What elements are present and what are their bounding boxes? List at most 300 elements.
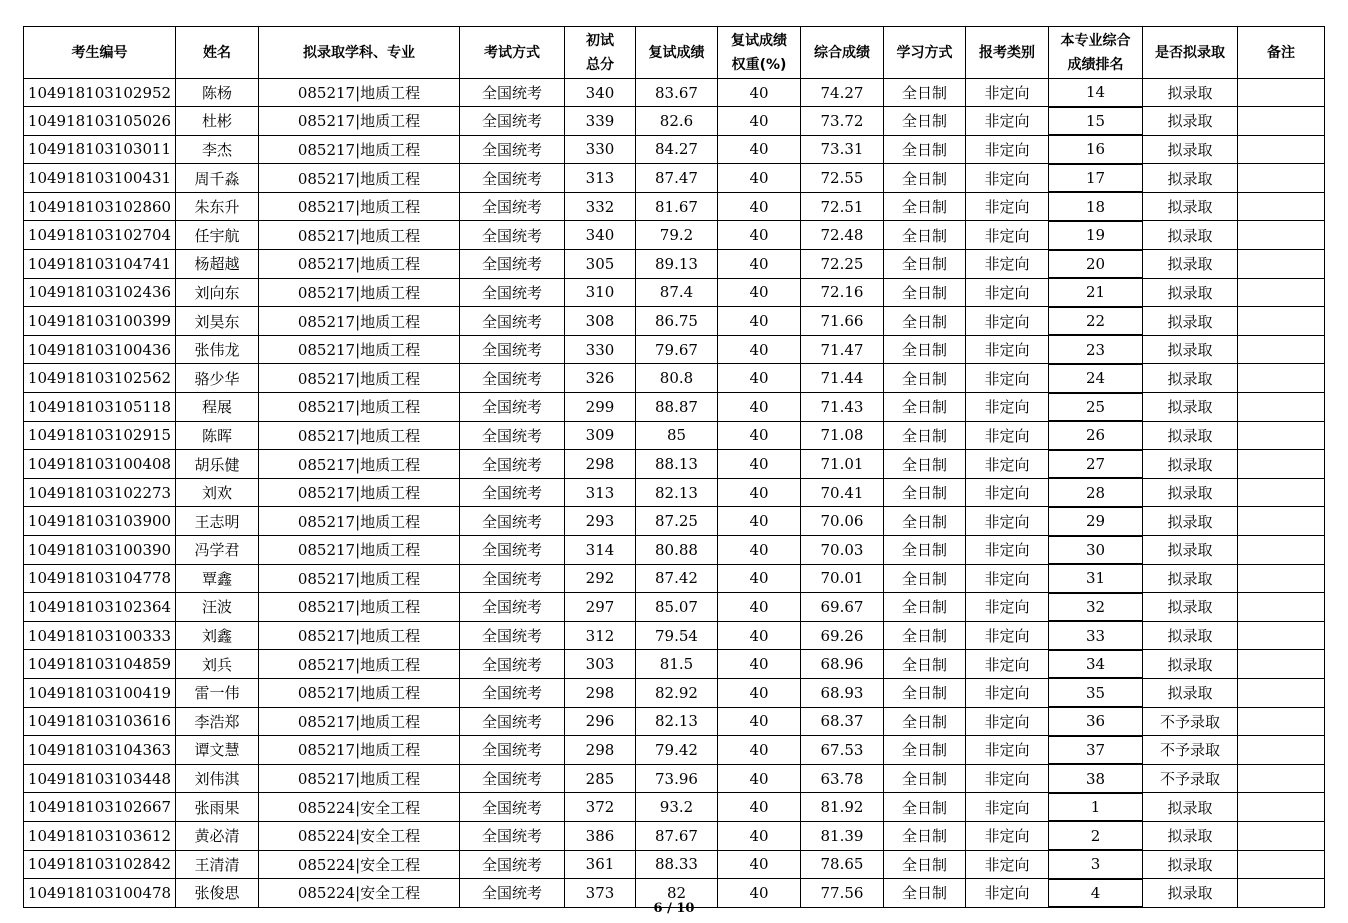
- table-row: [24, 364, 1325, 393]
- cell-admission-status: 拟录取: [1143, 278, 1238, 307]
- cell-composite-score: 71.08: [801, 421, 884, 450]
- cell-name: 刘伟淇: [176, 764, 259, 793]
- cell-remarks: [1238, 79, 1325, 107]
- cell-exam-type: 全国统考: [460, 421, 565, 450]
- cell-application-type: 非定向: [966, 507, 1049, 536]
- cell-name: 王清清: [176, 850, 259, 879]
- cell-name: 程展: [176, 393, 259, 422]
- cell-study-mode: 全日制: [884, 793, 966, 822]
- table-row: [24, 821, 1325, 850]
- cell-admission-status: 拟录取: [1143, 850, 1238, 879]
- cell-application-type: 非定向: [966, 335, 1049, 364]
- cell-application-type: 非定向: [966, 450, 1049, 479]
- cell-major: 085217|地质工程: [259, 107, 460, 136]
- cell-initial-total: 303: [565, 650, 636, 679]
- cell-candidate-id: 104918103102667: [24, 793, 176, 822]
- cell-exam-type: 全国统考: [460, 736, 565, 765]
- cell-candidate-id: 104918103100333: [24, 621, 176, 650]
- cell-retest-weight: 40: [718, 364, 801, 393]
- cell-major: 085224|安全工程: [259, 850, 460, 879]
- cell-retest-score: 83.67: [636, 79, 718, 107]
- cell-initial-total: 296: [565, 707, 636, 736]
- cell-exam-type: 全国统考: [460, 650, 565, 679]
- cell-application-type: 非定向: [966, 736, 1049, 765]
- cell-admission-status: 拟录取: [1143, 335, 1238, 364]
- cell-application-type: 非定向: [966, 793, 1049, 822]
- cell-candidate-id: 104918103102952: [24, 79, 176, 107]
- cell-study-mode: 全日制: [884, 764, 966, 793]
- cell-remarks: [1238, 764, 1325, 793]
- cell-composite-score: 78.65: [801, 850, 884, 879]
- cell-retest-weight: 40: [718, 393, 801, 422]
- cell-retest-weight: 40: [718, 736, 801, 765]
- cell-composite-score: 70.03: [801, 536, 884, 565]
- cell-application-type: 非定向: [966, 478, 1049, 507]
- cell-name: 王志明: [176, 507, 259, 536]
- cell-initial-total: 326: [565, 364, 636, 393]
- cell-rank: 30: [1049, 536, 1143, 565]
- cell-composite-score: 71.47: [801, 335, 884, 364]
- cell-rank: 21: [1049, 278, 1143, 307]
- cell-remarks: [1238, 678, 1325, 707]
- cell-remarks: [1238, 821, 1325, 850]
- cell-initial-total: 298: [565, 450, 636, 479]
- cell-retest-weight: 40: [718, 421, 801, 450]
- cell-remarks: [1238, 536, 1325, 565]
- table-row: [24, 621, 1325, 650]
- cell-exam-type: 全国统考: [460, 507, 565, 536]
- cell-major: 085217|地质工程: [259, 307, 460, 336]
- cell-candidate-id: 104918103103900: [24, 507, 176, 536]
- cell-rank: 20: [1049, 250, 1143, 279]
- cell-name: 汪波: [176, 593, 259, 622]
- cell-remarks: [1238, 507, 1325, 536]
- cell-admission-status: 不予录取: [1143, 707, 1238, 736]
- cell-admission-status: 拟录取: [1143, 793, 1238, 822]
- table-row: [24, 450, 1325, 479]
- cell-application-type: 非定向: [966, 79, 1049, 107]
- cell-name: 刘向东: [176, 278, 259, 307]
- cell-study-mode: 全日制: [884, 135, 966, 164]
- cell-name: 冯学君: [176, 536, 259, 565]
- cell-application-type: 非定向: [966, 135, 1049, 164]
- cell-study-mode: 全日制: [884, 164, 966, 193]
- cell-candidate-id: 104918103100390: [24, 536, 176, 565]
- cell-admission-status: 不予录取: [1143, 736, 1238, 765]
- table-row: [24, 793, 1325, 822]
- cell-study-mode: 全日制: [884, 107, 966, 136]
- cell-candidate-id: 104918103103612: [24, 821, 176, 850]
- cell-retest-score: 82.92: [636, 678, 718, 707]
- cell-admission-status: 拟录取: [1143, 164, 1238, 193]
- cell-major: 085217|地质工程: [259, 736, 460, 765]
- table-row: [24, 536, 1325, 565]
- cell-initial-total: 305: [565, 250, 636, 279]
- cell-admission-status: 拟录取: [1143, 678, 1238, 707]
- cell-retest-score: 93.2: [636, 793, 718, 822]
- cell-initial-total: 386: [565, 821, 636, 850]
- cell-major: 085217|地质工程: [259, 421, 460, 450]
- cell-retest-weight: 40: [718, 307, 801, 336]
- cell-composite-score: 72.55: [801, 164, 884, 193]
- cell-study-mode: 全日制: [884, 850, 966, 879]
- cell-exam-type: 全国统考: [460, 135, 565, 164]
- cell-retest-score: 84.27: [636, 135, 718, 164]
- cell-application-type: 非定向: [966, 536, 1049, 565]
- table-row: [24, 678, 1325, 707]
- table-row: [24, 736, 1325, 765]
- cell-major: 085217|地质工程: [259, 79, 460, 107]
- cell-application-type: 非定向: [966, 564, 1049, 593]
- cell-candidate-id: 104918103102364: [24, 593, 176, 622]
- cell-candidate-id: 104918103103011: [24, 135, 176, 164]
- cell-application-type: 非定向: [966, 764, 1049, 793]
- cell-initial-total: 340: [565, 79, 636, 107]
- cell-retest-score: 79.2: [636, 221, 718, 250]
- header-retest-score: 复试成绩: [636, 27, 718, 79]
- cell-initial-total: 285: [565, 764, 636, 793]
- table-row: [24, 192, 1325, 221]
- cell-remarks: [1238, 393, 1325, 422]
- cell-candidate-id: 104918103104741: [24, 250, 176, 279]
- cell-retest-weight: 40: [718, 221, 801, 250]
- cell-major: 085217|地质工程: [259, 536, 460, 565]
- cell-name: 陈杨: [176, 79, 259, 107]
- cell-study-mode: 全日制: [884, 393, 966, 422]
- cell-remarks: [1238, 364, 1325, 393]
- cell-major: 085217|地质工程: [259, 707, 460, 736]
- cell-admission-status: 拟录取: [1143, 250, 1238, 279]
- cell-rank: 35: [1049, 678, 1143, 707]
- cell-composite-score: 70.06: [801, 507, 884, 536]
- cell-application-type: 非定向: [966, 707, 1049, 736]
- cell-admission-status: 拟录取: [1143, 478, 1238, 507]
- cell-retest-weight: 40: [718, 335, 801, 364]
- cell-rank: 28: [1049, 478, 1143, 507]
- table-row: [24, 79, 1325, 107]
- cell-rank: 36: [1049, 707, 1143, 736]
- cell-study-mode: 全日制: [884, 621, 966, 650]
- cell-candidate-id: 104918103100399: [24, 307, 176, 336]
- cell-retest-weight: 40: [718, 821, 801, 850]
- cell-name: 朱东升: [176, 192, 259, 221]
- cell-retest-score: 82.13: [636, 478, 718, 507]
- cell-retest-weight: 40: [718, 593, 801, 622]
- cell-composite-score: 70.01: [801, 564, 884, 593]
- cell-retest-weight: 40: [718, 450, 801, 479]
- cell-initial-total: 312: [565, 621, 636, 650]
- cell-rank: 2: [1049, 821, 1143, 850]
- cell-rank: 34: [1049, 650, 1143, 679]
- table-row: [24, 650, 1325, 679]
- cell-rank: 17: [1049, 164, 1143, 193]
- cell-remarks: [1238, 450, 1325, 479]
- cell-admission-status: 拟录取: [1143, 79, 1238, 107]
- cell-retest-score: 79.67: [636, 335, 718, 364]
- cell-retest-score: 82.13: [636, 707, 718, 736]
- header-study-mode: 学习方式: [884, 27, 966, 79]
- cell-composite-score: 68.93: [801, 678, 884, 707]
- cell-retest-score: 87.42: [636, 564, 718, 593]
- cell-admission-status: 拟录取: [1143, 192, 1238, 221]
- cell-study-mode: 全日制: [884, 450, 966, 479]
- cell-retest-weight: 40: [718, 192, 801, 221]
- cell-admission-status: 拟录取: [1143, 421, 1238, 450]
- cell-application-type: 非定向: [966, 393, 1049, 422]
- cell-candidate-id: 104918103100408: [24, 450, 176, 479]
- cell-major: 085217|地质工程: [259, 135, 460, 164]
- table-row: [24, 393, 1325, 422]
- cell-study-mode: 全日制: [884, 707, 966, 736]
- cell-remarks: [1238, 421, 1325, 450]
- cell-rank: 26: [1049, 421, 1143, 450]
- cell-application-type: 非定向: [966, 650, 1049, 679]
- cell-major: 085217|地质工程: [259, 393, 460, 422]
- cell-application-type: 非定向: [966, 278, 1049, 307]
- cell-exam-type: 全国统考: [460, 335, 565, 364]
- cell-name: 杨超越: [176, 250, 259, 279]
- cell-study-mode: 全日制: [884, 678, 966, 707]
- cell-major: 085217|地质工程: [259, 164, 460, 193]
- cell-study-mode: 全日制: [884, 564, 966, 593]
- cell-major: 085217|地质工程: [259, 621, 460, 650]
- cell-name: 谭文慧: [176, 736, 259, 765]
- cell-study-mode: 全日制: [884, 364, 966, 393]
- cell-major: 085217|地质工程: [259, 221, 460, 250]
- cell-candidate-id: 104918103100436: [24, 335, 176, 364]
- cell-retest-weight: 40: [718, 135, 801, 164]
- cell-retest-weight: 40: [718, 164, 801, 193]
- cell-admission-status: 拟录取: [1143, 621, 1238, 650]
- cell-study-mode: 全日制: [884, 307, 966, 336]
- cell-retest-weight: 40: [718, 79, 801, 107]
- cell-retest-score: 85.07: [636, 593, 718, 622]
- cell-study-mode: 全日制: [884, 221, 966, 250]
- cell-admission-status: 拟录取: [1143, 564, 1238, 593]
- cell-exam-type: 全国统考: [460, 107, 565, 136]
- cell-retest-score: 87.67: [636, 821, 718, 850]
- cell-retest-weight: 40: [718, 621, 801, 650]
- cell-retest-score: 80.8: [636, 364, 718, 393]
- cell-study-mode: 全日制: [884, 278, 966, 307]
- cell-retest-score: 80.88: [636, 536, 718, 565]
- cell-remarks: [1238, 335, 1325, 364]
- cell-retest-weight: 40: [718, 536, 801, 565]
- cell-remarks: [1238, 221, 1325, 250]
- cell-composite-score: 68.37: [801, 707, 884, 736]
- cell-retest-score: 85: [636, 421, 718, 450]
- cell-remarks: [1238, 593, 1325, 622]
- cell-name: 胡乐健: [176, 450, 259, 479]
- cell-rank: 29: [1049, 507, 1143, 536]
- cell-rank: 1: [1049, 793, 1143, 822]
- cell-composite-score: 70.41: [801, 478, 884, 507]
- cell-candidate-id: 104918103102704: [24, 221, 176, 250]
- cell-exam-type: 全国统考: [460, 536, 565, 565]
- cell-retest-weight: 40: [718, 650, 801, 679]
- cell-remarks: [1238, 850, 1325, 879]
- cell-remarks: [1238, 707, 1325, 736]
- cell-candidate-id: 104918103104859: [24, 650, 176, 679]
- cell-exam-type: 全国统考: [460, 79, 565, 107]
- header-exam-type: 考试方式: [460, 27, 565, 79]
- cell-exam-type: 全国统考: [460, 221, 565, 250]
- header-composite-score: 综合成绩: [801, 27, 884, 79]
- cell-candidate-id: 104918103105026: [24, 107, 176, 136]
- table-row: [24, 221, 1325, 250]
- cell-composite-score: 81.39: [801, 821, 884, 850]
- cell-candidate-id: 104918103100478: [24, 879, 176, 908]
- cell-initial-total: 308: [565, 307, 636, 336]
- cell-remarks: [1238, 192, 1325, 221]
- cell-rank: 16: [1049, 135, 1143, 164]
- cell-study-mode: 全日制: [884, 192, 966, 221]
- cell-initial-total: 298: [565, 736, 636, 765]
- table-row: [24, 593, 1325, 622]
- cell-initial-total: 361: [565, 850, 636, 879]
- cell-study-mode: 全日制: [884, 879, 966, 908]
- cell-retest-weight: 40: [718, 107, 801, 136]
- cell-candidate-id: 104918103100419: [24, 678, 176, 707]
- cell-candidate-id: 104918103102915: [24, 421, 176, 450]
- cell-exam-type: 全国统考: [460, 364, 565, 393]
- cell-admission-status: 拟录取: [1143, 821, 1238, 850]
- cell-candidate-id: 104918103104778: [24, 564, 176, 593]
- cell-name: 张伟龙: [176, 335, 259, 364]
- cell-study-mode: 全日制: [884, 736, 966, 765]
- cell-rank: 23: [1049, 335, 1143, 364]
- cell-application-type: 非定向: [966, 621, 1049, 650]
- cell-retest-score: 79.54: [636, 621, 718, 650]
- cell-major: 085224|安全工程: [259, 793, 460, 822]
- cell-rank: 4: [1049, 879, 1143, 908]
- cell-initial-total: 330: [565, 335, 636, 364]
- cell-initial-total: 310: [565, 278, 636, 307]
- cell-rank: 32: [1049, 593, 1143, 622]
- cell-exam-type: 全国统考: [460, 478, 565, 507]
- cell-name: 黄必清: [176, 821, 259, 850]
- cell-remarks: [1238, 164, 1325, 193]
- cell-rank: 14: [1049, 79, 1143, 107]
- cell-initial-total: 314: [565, 536, 636, 565]
- cell-remarks: [1238, 650, 1325, 679]
- cell-candidate-id: 104918103102273: [24, 478, 176, 507]
- cell-admission-status: 拟录取: [1143, 593, 1238, 622]
- cell-application-type: 非定向: [966, 850, 1049, 879]
- cell-study-mode: 全日制: [884, 536, 966, 565]
- cell-exam-type: 全国统考: [460, 307, 565, 336]
- cell-admission-status: 拟录取: [1143, 650, 1238, 679]
- table-body: [24, 79, 1325, 908]
- cell-name: 张俊思: [176, 879, 259, 908]
- cell-initial-total: 332: [565, 192, 636, 221]
- cell-remarks: [1238, 135, 1325, 164]
- cell-remarks: [1238, 307, 1325, 336]
- table-row: [24, 135, 1325, 164]
- cell-exam-type: 全国统考: [460, 621, 565, 650]
- cell-rank: 3: [1049, 850, 1143, 879]
- cell-rank: 25: [1049, 393, 1143, 422]
- table-row: [24, 335, 1325, 364]
- cell-rank: 15: [1049, 107, 1143, 136]
- cell-study-mode: 全日制: [884, 821, 966, 850]
- cell-exam-type: 全国统考: [460, 850, 565, 879]
- cell-candidate-id: 104918103100431: [24, 164, 176, 193]
- cell-exam-type: 全国统考: [460, 678, 565, 707]
- cell-retest-score: 88.33: [636, 850, 718, 879]
- cell-retest-score: 81.5: [636, 650, 718, 679]
- cell-application-type: 非定向: [966, 192, 1049, 221]
- cell-rank: 38: [1049, 764, 1143, 793]
- cell-exam-type: 全国统考: [460, 793, 565, 822]
- cell-initial-total: 373: [565, 879, 636, 908]
- cell-composite-score: 73.72: [801, 107, 884, 136]
- cell-exam-type: 全国统考: [460, 879, 565, 908]
- cell-remarks: [1238, 793, 1325, 822]
- cell-initial-total: 313: [565, 164, 636, 193]
- table-row: [24, 764, 1325, 793]
- cell-composite-score: 72.16: [801, 278, 884, 307]
- cell-retest-score: 88.87: [636, 393, 718, 422]
- cell-retest-weight: 40: [718, 564, 801, 593]
- cell-composite-score: 67.53: [801, 736, 884, 765]
- cell-retest-weight: 40: [718, 879, 801, 908]
- table-row: [24, 421, 1325, 450]
- table-row: [24, 707, 1325, 736]
- cell-composite-score: 72.25: [801, 250, 884, 279]
- cell-initial-total: 340: [565, 221, 636, 250]
- cell-application-type: 非定向: [966, 593, 1049, 622]
- cell-name: 李浩郑: [176, 707, 259, 736]
- cell-initial-total: 299: [565, 393, 636, 422]
- cell-composite-score: 68.96: [801, 650, 884, 679]
- cell-retest-weight: 40: [718, 478, 801, 507]
- cell-application-type: 非定向: [966, 821, 1049, 850]
- page-number: 6 / 10: [653, 901, 695, 916]
- cell-exam-type: 全国统考: [460, 278, 565, 307]
- cell-retest-score: 87.47: [636, 164, 718, 193]
- cell-admission-status: 拟录取: [1143, 135, 1238, 164]
- cell-exam-type: 全国统考: [460, 164, 565, 193]
- cell-composite-score: 73.31: [801, 135, 884, 164]
- cell-rank: 37: [1049, 736, 1143, 765]
- cell-name: 覃鑫: [176, 564, 259, 593]
- cell-rank: 33: [1049, 621, 1143, 650]
- cell-name: 雷一伟: [176, 678, 259, 707]
- cell-exam-type: 全国统考: [460, 764, 565, 793]
- cell-major: 085217|地质工程: [259, 678, 460, 707]
- table-row: [24, 278, 1325, 307]
- cell-study-mode: 全日制: [884, 507, 966, 536]
- cell-major: 085217|地质工程: [259, 650, 460, 679]
- cell-application-type: 非定向: [966, 221, 1049, 250]
- cell-remarks: [1238, 478, 1325, 507]
- cell-candidate-id: 104918103102860: [24, 192, 176, 221]
- header-remarks: 备注: [1238, 27, 1325, 79]
- cell-initial-total: 330: [565, 135, 636, 164]
- cell-composite-score: 63.78: [801, 764, 884, 793]
- cell-candidate-id: 104918103102842: [24, 850, 176, 879]
- cell-application-type: 非定向: [966, 421, 1049, 450]
- cell-retest-score: 88.13: [636, 450, 718, 479]
- table-row: [24, 507, 1325, 536]
- cell-admission-status: 拟录取: [1143, 536, 1238, 565]
- cell-name: 刘昊东: [176, 307, 259, 336]
- cell-composite-score: 71.43: [801, 393, 884, 422]
- header-major: 拟录取学科、专业: [259, 27, 460, 79]
- cell-application-type: 非定向: [966, 364, 1049, 393]
- cell-exam-type: 全国统考: [460, 564, 565, 593]
